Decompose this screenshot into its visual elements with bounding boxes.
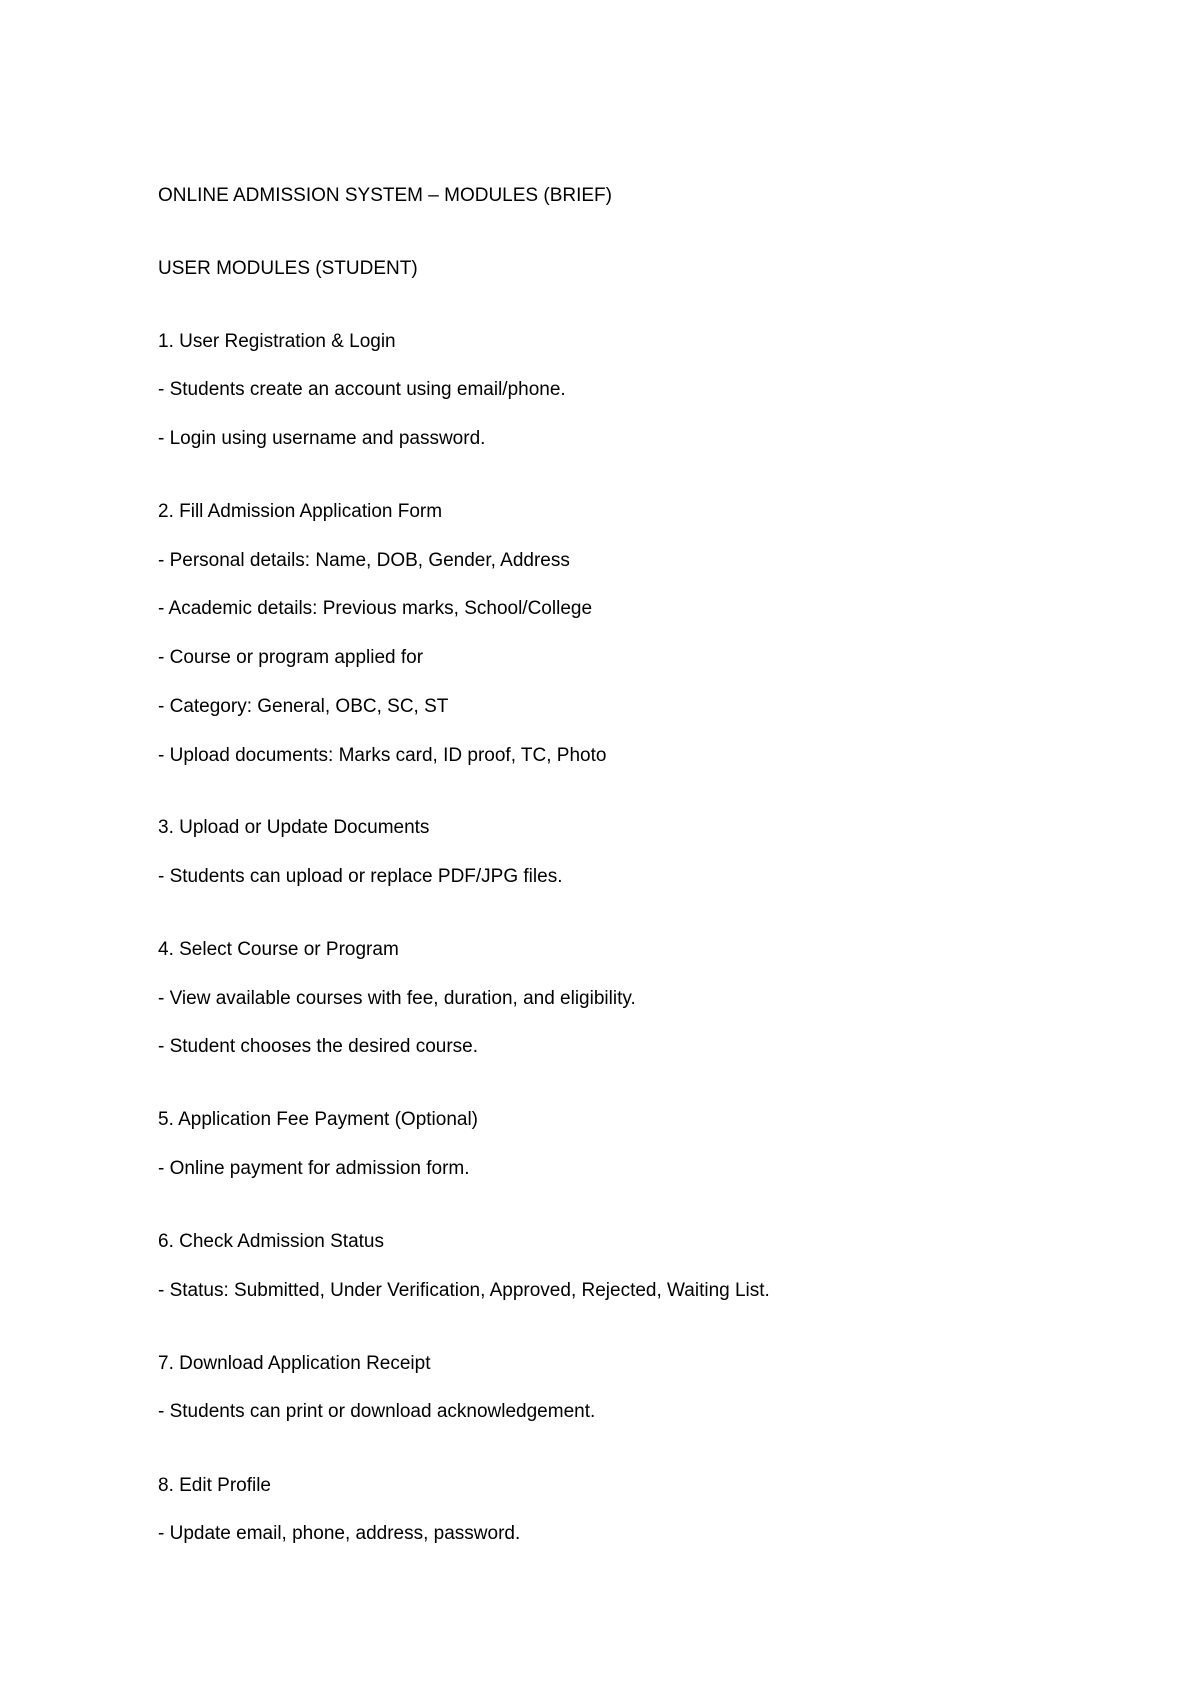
module-point: - Students can upload or replace PDF/JPG files. [158, 866, 563, 887]
module-point: - View available courses with fee, duration, and eligibility. [158, 988, 636, 1009]
module-point: - Student chooses the desired course. [158, 1036, 479, 1057]
module-point: - Status: Submitted, Under Verification, Approved, Rejected, Waiting List. [158, 1280, 770, 1301]
module-heading: 6. Check Admission Status [158, 1231, 384, 1252]
module-point: - Academic details: Previous marks, School/College [158, 598, 593, 619]
module-heading: 7. Download Application Receipt [158, 1353, 431, 1374]
module-heading: 2. Fill Admission Application Form [158, 501, 443, 522]
module-point: - Course or program applied for [158, 647, 424, 668]
module-heading: 3. Upload or Update Documents [158, 817, 430, 838]
section-heading: USER MODULES (STUDENT) [158, 258, 418, 279]
module-heading: 8. Edit Profile [158, 1475, 271, 1496]
module-point: - Upload documents: Marks card, ID proof, TC, Photo [158, 745, 607, 766]
module-point: - Login using username and password. [158, 428, 486, 449]
module-point: - Personal details: Name, DOB, Gender, Address [158, 550, 570, 571]
module-heading: 1. User Registration & Login [158, 331, 396, 352]
module-point: - Students create an account using email/phone. [158, 379, 566, 400]
module-point: - Update email, phone, address, password. [158, 1523, 521, 1544]
module-point: - Online payment for admission form. [158, 1158, 470, 1179]
module-heading: 4. Select Course or Program [158, 939, 399, 960]
module-heading: 5. Application Fee Payment (Optional) [158, 1109, 479, 1130]
module-point: - Category: General, OBC, SC, ST [158, 696, 449, 717]
module-point: - Students can print or download acknowledgement. [158, 1401, 596, 1422]
document-title: ONLINE ADMISSION SYSTEM – MODULES (BRIEF) [158, 185, 612, 206]
